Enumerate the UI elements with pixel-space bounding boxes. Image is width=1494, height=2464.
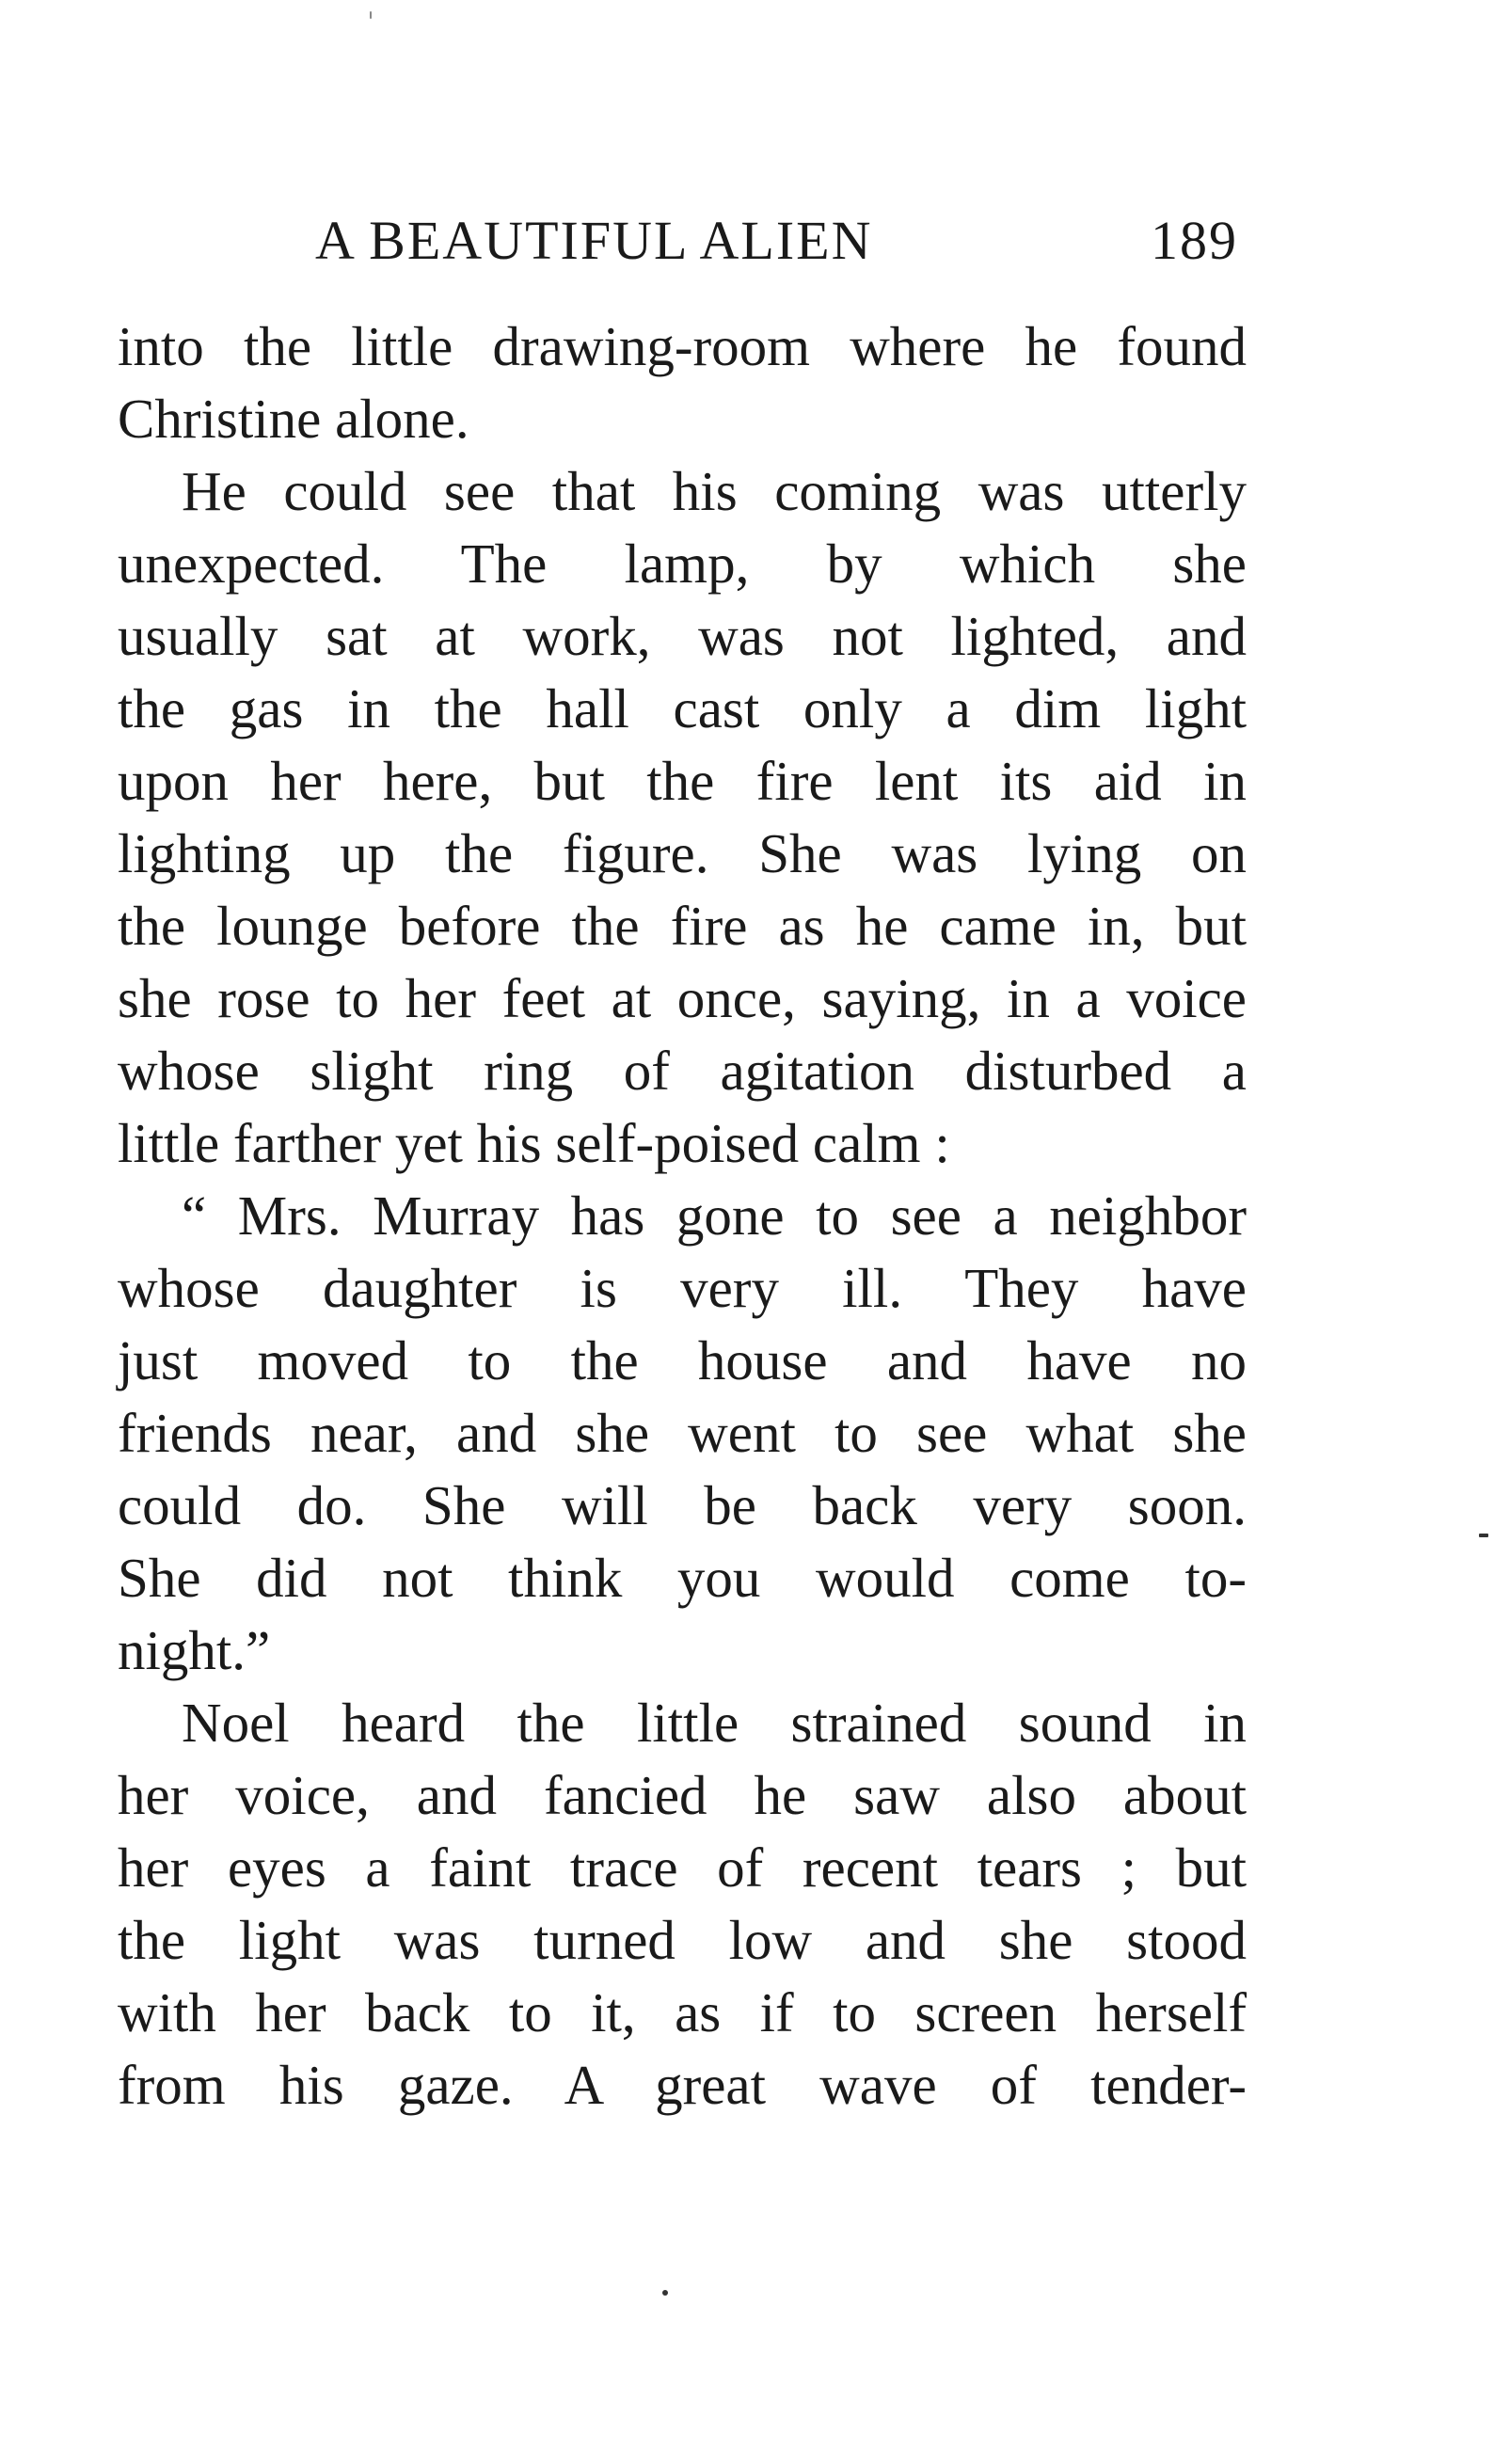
text-line: unexpected. The lamp, by which she (118, 533, 1247, 595)
print-speck (370, 11, 372, 19)
text-line: He could see that his coming was utterly (182, 460, 1247, 522)
text-line: could do. She will be back very soon. (118, 1474, 1247, 1536)
text-line: with her back to it, as if to screen herself (118, 1981, 1247, 2043)
text-line: her voice, and fancied he saw also about (118, 1764, 1247, 1826)
text-line: just moved to the house and have no (118, 1329, 1247, 1391)
text-line: upon her here, but the fire lent its aid in (118, 750, 1247, 812)
page-number: 189 (1151, 210, 1238, 271)
text-line: the gas in the hall cast only a dim light (118, 677, 1247, 739)
text-line: little farther yet his self-poised calm : (118, 1112, 950, 1174)
text-line: whose daughter is very ill. They have (118, 1257, 1247, 1319)
text-line: from his gaze. A great wave of tender- (118, 2054, 1247, 2116)
running-head (118, 209, 1247, 275)
text-line: the lounge before the fire as he came in, but (118, 895, 1247, 957)
text-line: usually sat at work, was not lighted, and (118, 605, 1247, 667)
text-line: Christine alone. (118, 388, 469, 450)
text-line: whose slight ring of agitation disturbed a (118, 1040, 1247, 1102)
text-line: her eyes a faint trace of recent tears ; but (118, 1836, 1247, 1899)
text-line: lighting up the figure. She was lying on (118, 822, 1247, 884)
text-line: into the little drawing-room where he found (118, 315, 1247, 377)
print-speck (1479, 1534, 1488, 1537)
running-head-title: A BEAUTIFUL ALIEN (315, 210, 873, 271)
body-text (118, 310, 1247, 2122)
print-speck (662, 2290, 668, 2296)
text-line: “ Mrs. Murray has gone to see a neighbor (182, 1184, 1247, 1247)
text-line: she rose to her feet at once, saying, in a voice (118, 967, 1247, 1029)
text-line: Noel heard the little strained sound in (182, 1692, 1247, 1754)
text-line: the light was turned low and she stood (118, 1909, 1247, 1971)
text-line: friends near, and she went to see what she (118, 1402, 1247, 1464)
text-line: She did not think you would come to- (118, 1547, 1247, 1609)
text-line: night.” (118, 1619, 271, 1681)
